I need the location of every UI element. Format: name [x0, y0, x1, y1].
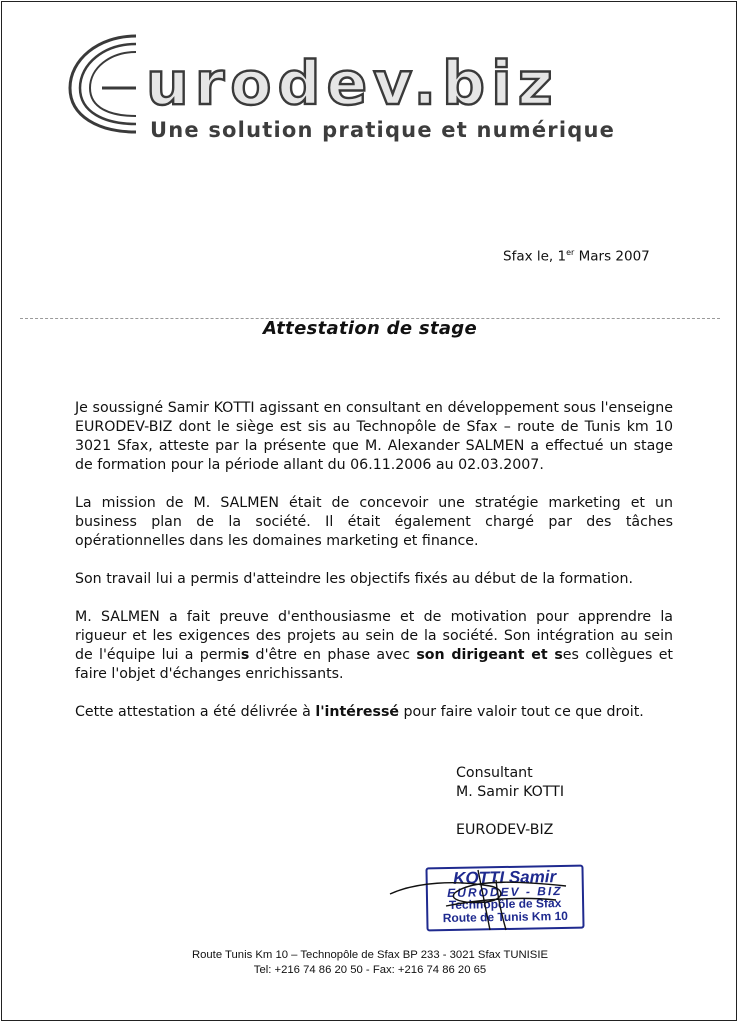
signer-role: Consultant — [456, 765, 533, 781]
logo-wordmark: urodev.biz — [146, 49, 559, 119]
stamp-line-road: Route de Tunis Km 10 — [442, 908, 569, 926]
signature-block — [456, 764, 564, 840]
paragraph-work: Son travail lui a permis d'atteindre les objectifs fixés au début de la formation. — [75, 571, 633, 587]
letter-body — [75, 399, 673, 741]
stamp-line-name: KOTTI Samir — [452, 867, 557, 888]
footer-contact: Tel: +216 74 86 20 50 - Fax: +216 74 86 20 65 — [253, 964, 487, 976]
paragraph-closing: Cette attestation a été délivrée à l'intéressé pour faire valoir tout ce que droit. — [75, 704, 644, 720]
signer-name: M. Samir KOTTI — [456, 784, 565, 800]
signer-company: EURODEV-BIZ — [456, 822, 554, 838]
paragraph-mission: La mission de M. SALMEN était de concevoir une stratégie marketing et un business plan de la société. Il était également chargé par des tâches opérationnelles dans les domaines marketing et finance. — [75, 495, 673, 549]
tagline: Une solution pratique et numérique — [150, 118, 616, 142]
footer-address: Route Tunis Km 10 – Technopôle de Sfax BP 233 - 3021 Sfax TUNISIE — [191, 949, 549, 961]
document-title: Attestation de stage — [263, 318, 477, 339]
handwritten-signature — [386, 860, 596, 938]
stamp-line-company: EURODEV - BIZ — [447, 883, 563, 901]
stamp-line-place: Technopôle de Sfax — [448, 896, 562, 912]
letter-date: Sfax le, 1er Mars 2007 — [503, 248, 650, 265]
paragraph-evaluation: M. SALMEN a fait preuve d'enthousiasme et de motivation pour apprendre la rigueur et les exigences des projets au sein de la société. Son intégration au sein de l'équipe lui a permis d'être en phase avec son dirigeant et ses collègues et faire l'objet d'échanges enrichissants. — [75, 609, 673, 682]
paragraph-intro: Je soussigné Samir KOTTI agissant en consultant en développement sous l'enseigne EURODEV-BIZ dont le siège est sis au Technopôle de Sfax – route de Tunis km 10 3021 Sfax, atteste par la présente que M. Alexander SALMEN a effectué un stage de formation pour la période allant du 06.11.2006 au 02.03.2007. — [75, 400, 673, 473]
letter-footer — [0, 948, 740, 978]
stamp-and-signature — [386, 860, 596, 938]
